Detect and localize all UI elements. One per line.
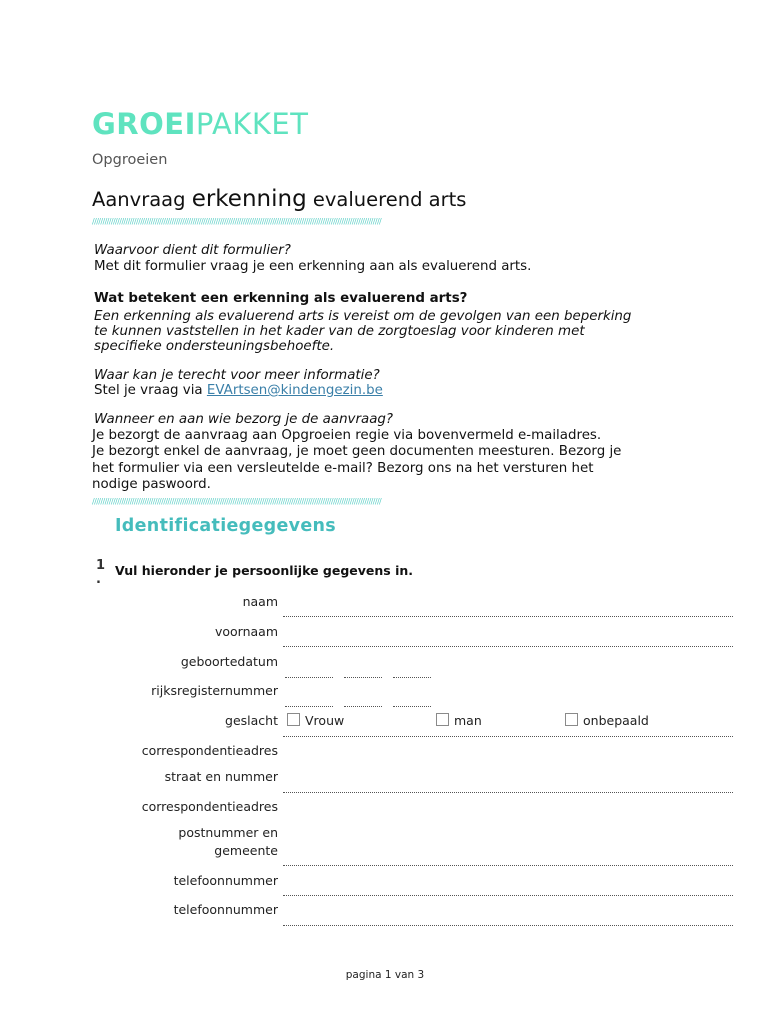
- logo-light-text: PAKKET: [195, 107, 309, 141]
- label-telefoon-1: telefoonnummer: [173, 873, 278, 888]
- postnummer-gemeente-field[interactable]: [283, 865, 733, 866]
- title-big: erkenning: [191, 186, 307, 212]
- checkbox-man[interactable]: [436, 713, 449, 726]
- department-name: Opgroeien: [92, 152, 168, 168]
- groeipakket-logo: [92, 106, 308, 142]
- telefoon-1-field[interactable]: [283, 895, 733, 896]
- label-naam: naam: [242, 594, 278, 609]
- naam-field[interactable]: [283, 616, 733, 617]
- intro-answer-2-line-1: Een erkenning als evaluerend arts is vereist om de gevolgen van een beperking: [94, 309, 632, 324]
- intro-question-1: Waarvoor dient dit formulier?: [94, 243, 291, 258]
- divider-top: //////////////////////////////////////////////////////////////////////////////////////////////////////////////////////////////////////////: [92, 218, 382, 226]
- intro-answer-4-line-4: nodige paswoord.: [92, 477, 211, 492]
- intro-answer-1: Met dit formulier vraag je een erkenning aan als evaluerend arts.: [94, 259, 532, 274]
- label-telefoon-2: telefoonnummer: [173, 902, 278, 917]
- question-text: Vul hieronder je persoonlijke gegevens in.: [115, 563, 413, 578]
- title-part1: Aanvraag: [92, 188, 192, 211]
- label-geslacht: geslacht: [225, 713, 278, 728]
- straat-en-nummer-field[interactable]: [283, 792, 733, 793]
- rijksregisternummer-part3-field[interactable]: [393, 706, 431, 707]
- telefoon-2-field[interactable]: [283, 925, 733, 926]
- checkbox-onbepaald[interactable]: [565, 713, 578, 726]
- geboortedatum-year-field[interactable]: [393, 677, 431, 678]
- intro-answer-4-line-1: Je bezorgt de aanvraag aan Opgroeien regie via bovenvermeld e-mailadres.: [92, 428, 602, 443]
- intro-answer-4-line-3: het formulier via een versleutelde e-mail? Bezorg ons na het versturen het: [92, 461, 594, 476]
- intro-question-2: Wat betekent een erkenning als evaluerend arts?: [94, 291, 468, 306]
- option-vrouw-label: Vrouw: [305, 713, 345, 728]
- intro-answer-4-line-2: Je bezorgt enkel de aanvraag, je moet geen documenten meesturen. Bezorg je: [92, 444, 622, 459]
- intro-question-3: Waar kan je terecht voor meer informatie?: [94, 368, 380, 383]
- option-man-label: man: [454, 713, 482, 728]
- voornaam-field[interactable]: [283, 646, 733, 647]
- rijksregisternummer-part2-field[interactable]: [344, 706, 382, 707]
- page-footer: pagina 1 van 3: [345, 969, 425, 981]
- intro-answer-3-prefix: Stel je vraag via: [94, 383, 207, 398]
- geslacht-line: [283, 736, 733, 737]
- section-title: Identificatiegegevens: [115, 516, 336, 536]
- form-title: [92, 186, 466, 212]
- label-adres-2-line-3: gemeente: [214, 843, 278, 858]
- title-part2: evaluerend arts: [306, 188, 467, 211]
- divider-bottom: //////////////////////////////////////////////////////////////////////////////////////////////////////////////////////////////////////////: [92, 498, 382, 506]
- label-adres-2-line-2: postnummer en: [178, 825, 278, 840]
- intro-answer-2-line-2: te kunnen vaststellen in het kader van de zorgtoeslag voor kinderen met: [94, 324, 585, 339]
- intro-answer-2-line-3: specifieke ondersteuningsbehoefte.: [94, 339, 335, 354]
- label-rijksregisternummer: rijksregisternummer: [151, 683, 278, 698]
- logo-bold-text: GROEI: [92, 107, 196, 141]
- intro-answer-3: [94, 383, 383, 399]
- geboortedatum-month-field[interactable]: [344, 677, 382, 678]
- question-number: [96, 559, 105, 587]
- question-number-dot: .: [96, 572, 101, 587]
- intro-question-4: Wanneer en aan wie bezorg je de aanvraag?: [94, 412, 394, 427]
- label-adres-1-line-2: straat en nummer: [164, 769, 278, 784]
- label-adres-1-line-1: correspondentieadres: [141, 743, 278, 758]
- label-voornaam: voornaam: [214, 624, 278, 639]
- question-number-digit: 1: [96, 558, 106, 573]
- label-adres-2-line-1: correspondentieadres: [141, 799, 278, 814]
- rijksregisternummer-part1-field[interactable]: [285, 706, 333, 707]
- email-link[interactable]: EVArtsen@kindengezin.be: [206, 383, 383, 398]
- checkbox-vrouw[interactable]: [287, 713, 300, 726]
- geboortedatum-day-field[interactable]: [285, 677, 333, 678]
- label-geboortedatum: geboortedatum: [180, 654, 278, 669]
- option-onbepaald-label: onbepaald: [583, 713, 649, 728]
